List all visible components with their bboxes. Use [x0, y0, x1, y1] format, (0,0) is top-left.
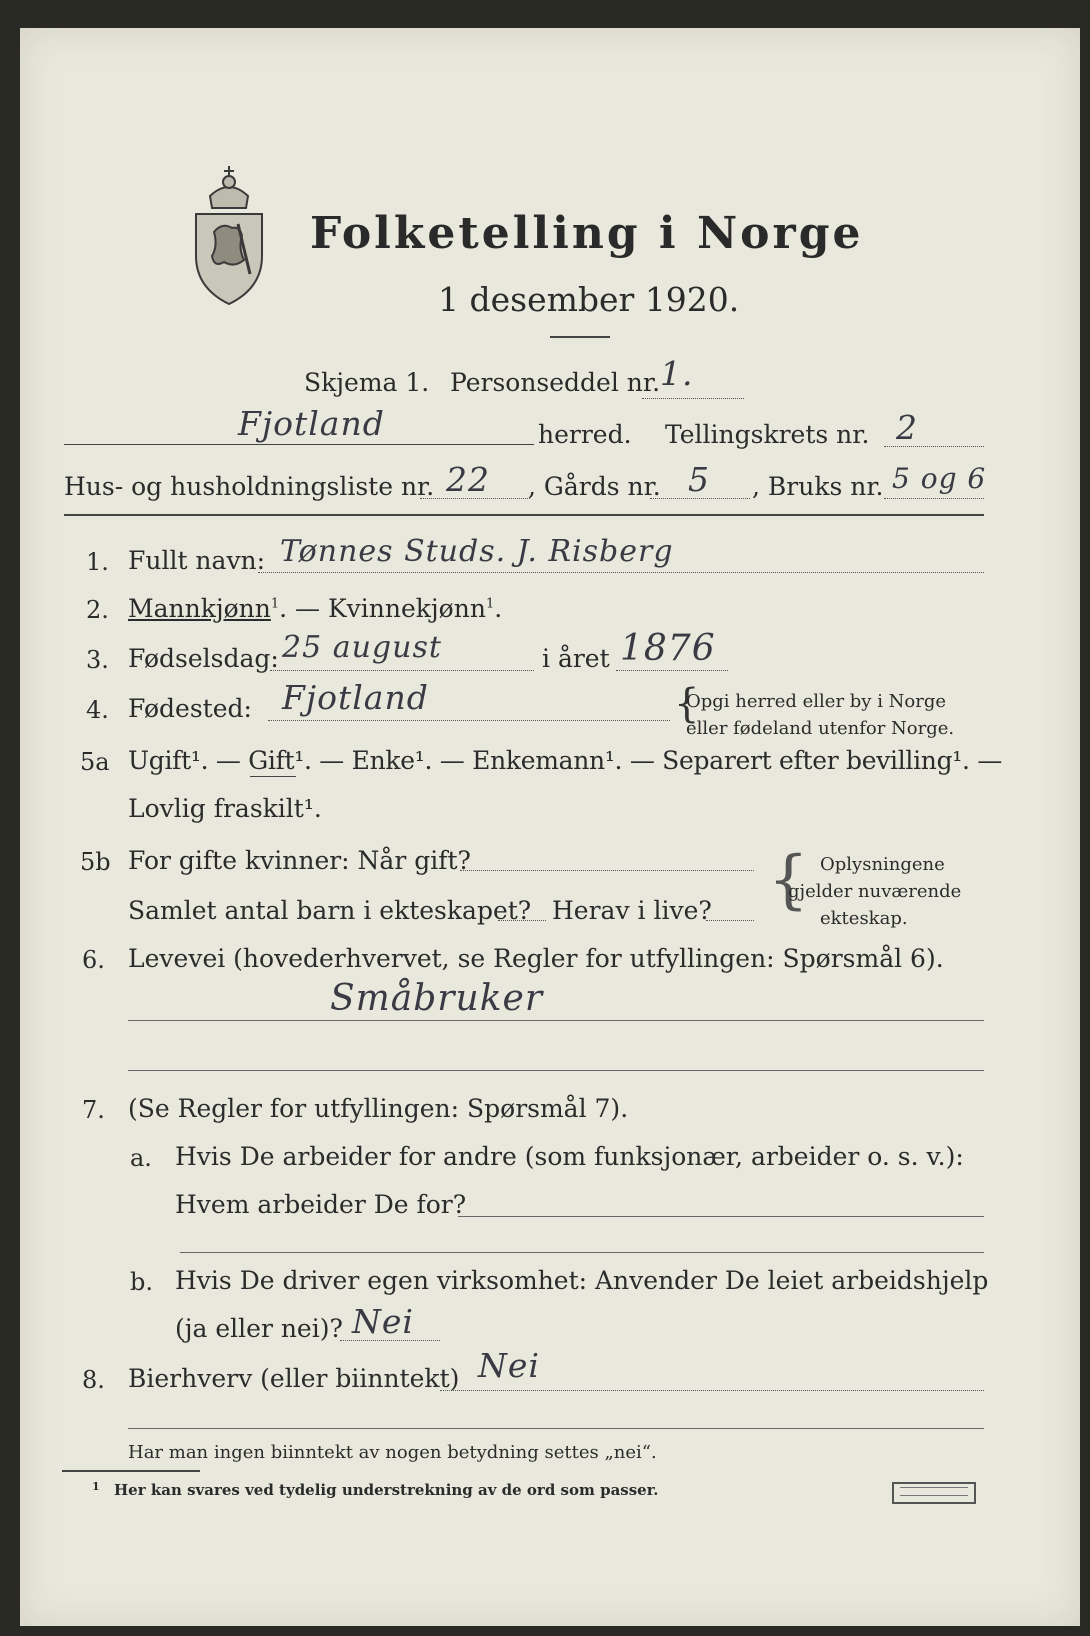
footnote-number: 1: [92, 1480, 100, 1493]
marital-status-fraskilt[interactable]: Lovlig fraskilt¹.: [128, 794, 322, 823]
birthplace-note-2: eller fødeland utenfor Norge.: [686, 718, 955, 739]
q7a-letter: a.: [130, 1144, 152, 1172]
footnote-divider: [62, 1470, 200, 1472]
birthday-value: 25 august: [282, 630, 442, 665]
herred-value: Fjotland: [238, 404, 385, 443]
q5b-note-2: gjelder nuværende: [788, 881, 962, 902]
q4-label: Fødested:: [128, 694, 252, 723]
tellingskrets-value: 2: [896, 408, 918, 447]
q8-number: 8.: [82, 1366, 105, 1394]
q5b-number: 5b: [80, 848, 111, 876]
q4-number: 4.: [86, 696, 109, 724]
q7-number: 7.: [82, 1096, 105, 1124]
q5b-children-label: Samlet antal barn i ekteskapet?: [128, 896, 532, 925]
q5b-note-3: ekteskap.: [820, 908, 908, 929]
married-when-field[interactable]: [460, 870, 754, 871]
personseddel-field[interactable]: [642, 398, 744, 399]
q7b-line2: (ja eller nei)?: [175, 1314, 343, 1343]
birthplace-field[interactable]: [268, 720, 670, 721]
herred-field[interactable]: [64, 444, 534, 445]
sex-end: .: [494, 594, 503, 623]
full-name-value: Tønnes Studs. J. Risberg: [280, 534, 674, 569]
sex-options: [128, 594, 502, 623]
occupation-value: Småbruker: [330, 978, 544, 1019]
q7b-letter: b.: [130, 1268, 153, 1296]
birthplace-value: Fjotland: [282, 678, 429, 717]
q8-label: Bierhverv (eller biinntekt): [128, 1364, 460, 1393]
side-income-field-2[interactable]: [128, 1428, 984, 1429]
q1-label: Fullt navn:: [128, 546, 266, 575]
header-separator: [64, 514, 984, 516]
brace-icon: {: [674, 681, 700, 727]
q5a-number: 5a: [80, 748, 110, 776]
title-divider: [550, 336, 610, 338]
q7a-line2: Hvem arbeider De for?: [175, 1190, 467, 1219]
gards-value: 5: [688, 460, 710, 499]
sex-separator: . —: [279, 594, 328, 623]
birth-year-value: 1876: [620, 628, 716, 669]
side-income-field[interactable]: [440, 1390, 984, 1391]
personseddel-value: 1.: [660, 354, 694, 393]
full-name-field[interactable]: [258, 572, 984, 573]
employer-field-2[interactable]: [180, 1252, 984, 1253]
q6-number: 6.: [82, 946, 105, 974]
footer-note: Har man ingen biinntekt av nogen betydning settes „nei“.: [128, 1442, 657, 1463]
q5b-line1: For gifte kvinner: Når gift?: [128, 846, 471, 875]
census-date: 1 desember 1920.: [438, 280, 740, 319]
bruks-value: 5 og 6: [892, 462, 987, 495]
census-form-page: [20, 28, 1080, 1626]
occupation-field[interactable]: [128, 1020, 984, 1021]
hired-help-value: Nei: [352, 1302, 414, 1341]
footnote-ref: 1: [270, 596, 280, 612]
hus-label: Hus- og husholdningsliste nr.: [64, 472, 435, 501]
q5b-alive-label: Herav i live?: [552, 896, 712, 925]
q5b-note-1: Oplysningene: [820, 854, 945, 875]
sex-option-male[interactable]: Mannkjønn: [128, 594, 271, 623]
footnote-ref: 1: [485, 596, 495, 612]
birthplace-note-1: Opgi herred eller by i Norge: [686, 691, 947, 712]
form-title: Folketelling i Norge: [310, 208, 864, 259]
gift-underline: [250, 776, 296, 777]
footnote-text: Her kan svares ved tydelig understrekning av de ord som passer.: [114, 1481, 659, 1499]
bruks-label: , Bruks nr.: [752, 472, 884, 501]
q3-label: Fødselsdag:: [128, 644, 279, 673]
norway-coat-of-arms-icon: [188, 156, 270, 306]
brace-icon: {: [768, 843, 809, 917]
children-count-field[interactable]: [498, 920, 546, 921]
gards-label: , Gårds nr.: [528, 472, 661, 501]
year-label: i året: [542, 644, 610, 673]
q3-number: 3.: [86, 646, 109, 674]
birthday-field[interactable]: [270, 670, 534, 671]
marital-status-options[interactable]: Ugift¹. — Gift¹. — Enke¹. — Enkemann¹. — Separert efter bevilling¹. —: [128, 746, 1003, 775]
q1-number: 1.: [86, 548, 109, 576]
q6-label: Levevei (hovederhvervet, se Regler for utfyllingen: Spørsmål 6).: [128, 944, 944, 973]
hus-value: 22: [446, 460, 490, 499]
tellingskrets-label: Tellingskrets nr.: [665, 420, 870, 449]
sex-option-female[interactable]: Kvinnekjønn: [327, 594, 486, 623]
birth-year-field[interactable]: [616, 670, 728, 671]
personseddel-label: Personseddel nr.: [450, 368, 661, 397]
side-income-value: Nei: [478, 1346, 540, 1385]
herred-label: herred.: [538, 420, 632, 449]
occupation-field-2[interactable]: [128, 1070, 984, 1071]
q7a-line1: Hvis De arbeider for andre (som funksjonær, arbeider o. s. v.):: [175, 1142, 964, 1171]
skjema-label: Skjema 1.: [304, 368, 430, 397]
children-alive-field[interactable]: [706, 920, 754, 921]
bruks-field[interactable]: [884, 498, 984, 499]
q2-number: 2.: [86, 596, 109, 624]
q7b-line1: Hvis De driver egen virksomhet: Anvender De leiet arbeidshjelp: [175, 1266, 989, 1295]
employer-field[interactable]: [458, 1216, 984, 1217]
q7-label: (Se Regler for utfyllingen: Spørsmål 7).: [128, 1094, 629, 1123]
printer-stamp-icon: [892, 1482, 976, 1504]
